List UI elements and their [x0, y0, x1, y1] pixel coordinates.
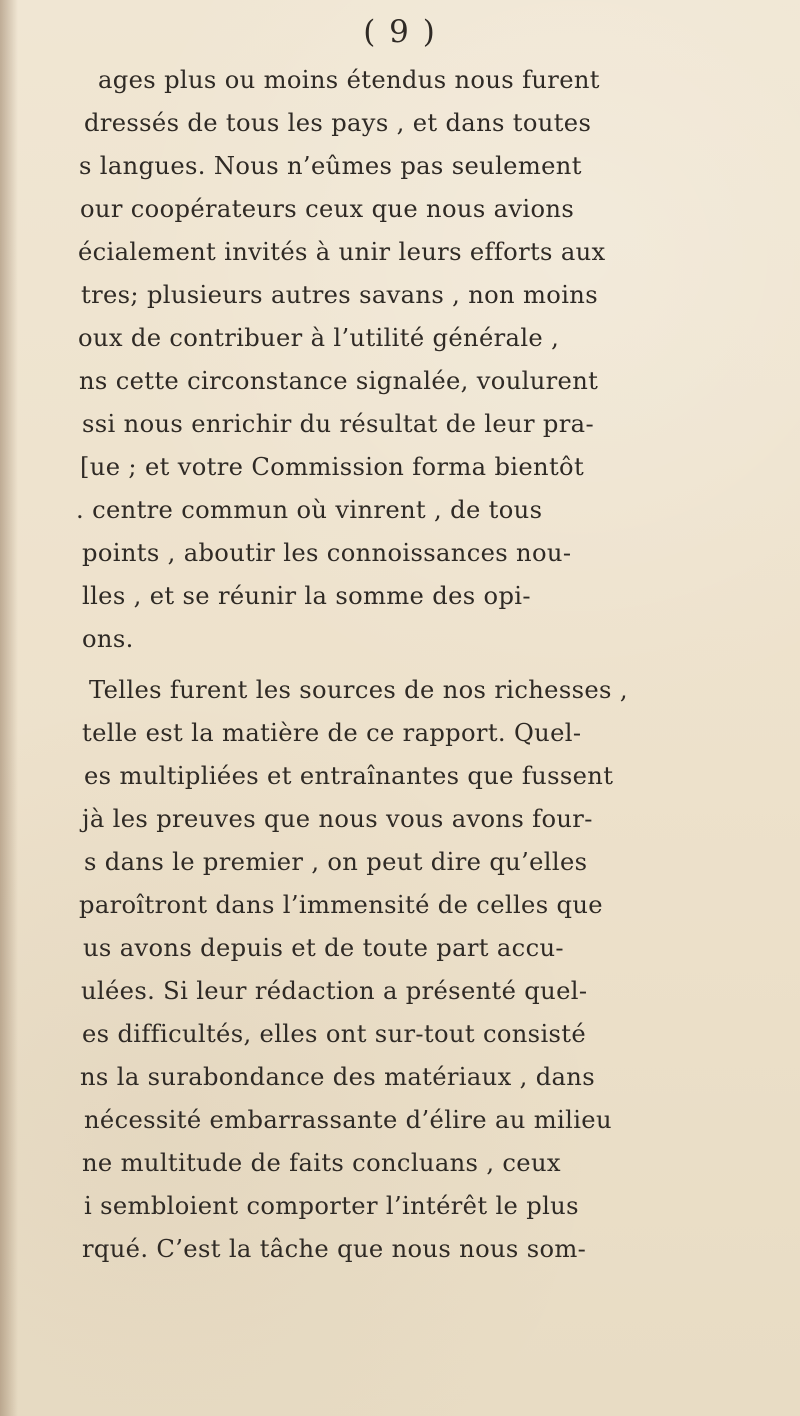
text-line: our coopérateurs ceux que nous avions — [80, 195, 575, 223]
text-line: s langues. Nous n’eûmes pas seulement — [79, 152, 582, 180]
text-line: Telles furent les sources de nos richesses , — [89, 676, 628, 704]
text-line: . centre commun où vinrent , de tous — [76, 496, 543, 524]
text-line: ages plus ou moins étendus nous furent — [98, 66, 600, 94]
text-line: écialement invités à unir leurs efforts aux — [78, 238, 606, 266]
text-line: rqué. C’est la tâche que nous nous som- — [82, 1235, 587, 1263]
text-line: tres; plusieurs autres savans , non moins — [81, 281, 598, 309]
page-number: ( 9 ) — [363, 14, 437, 50]
text-line: lles , et se réunir la somme des opi- — [82, 582, 531, 610]
text-line: ssi nous enrichir du résultat de leur pra- — [82, 410, 594, 438]
text-line: oux de contribuer à l’utilité générale , — [78, 324, 560, 352]
text-line: s dans le premier , on peut dire qu’elles — [84, 848, 588, 876]
text-line: ns la surabondance des matériaux , dans — [80, 1063, 595, 1091]
text-line: nécessité embarrassante d’élire au milieu — [84, 1106, 612, 1134]
text-line: ons. — [82, 625, 134, 653]
text-line: i sembloient comporter l’intérêt le plus — [84, 1192, 579, 1220]
text-line: es difficultés, elles ont sur-tout consisté — [82, 1020, 587, 1048]
text-line: ns cette circonstance signalée, voulurent — [79, 367, 599, 395]
text-line: us avons depuis et de toute part accu- — [83, 934, 564, 962]
page-gutter-shadow — [0, 0, 18, 1416]
text-line: ulées. Si leur rédaction a présenté quel- — [81, 977, 588, 1005]
text-line: paroîtront dans l’immensité de celles que — [79, 891, 603, 919]
text-line: es multipliées et entraînantes que fussent — [84, 762, 614, 790]
text-line: dressés de tous les pays , et dans toutes — [84, 109, 592, 137]
text-line: points , aboutir les connoissances nou- — [82, 539, 572, 567]
text-line: ne multitude de faits concluans , ceux — [82, 1149, 561, 1177]
text-line: telle est la matière de ce rapport. Quel- — [82, 719, 582, 747]
text-line: jà les preuves que nous vous avons four- — [82, 805, 593, 833]
text-line: [ue ; et votre Commission forma bientôt — [80, 453, 585, 481]
